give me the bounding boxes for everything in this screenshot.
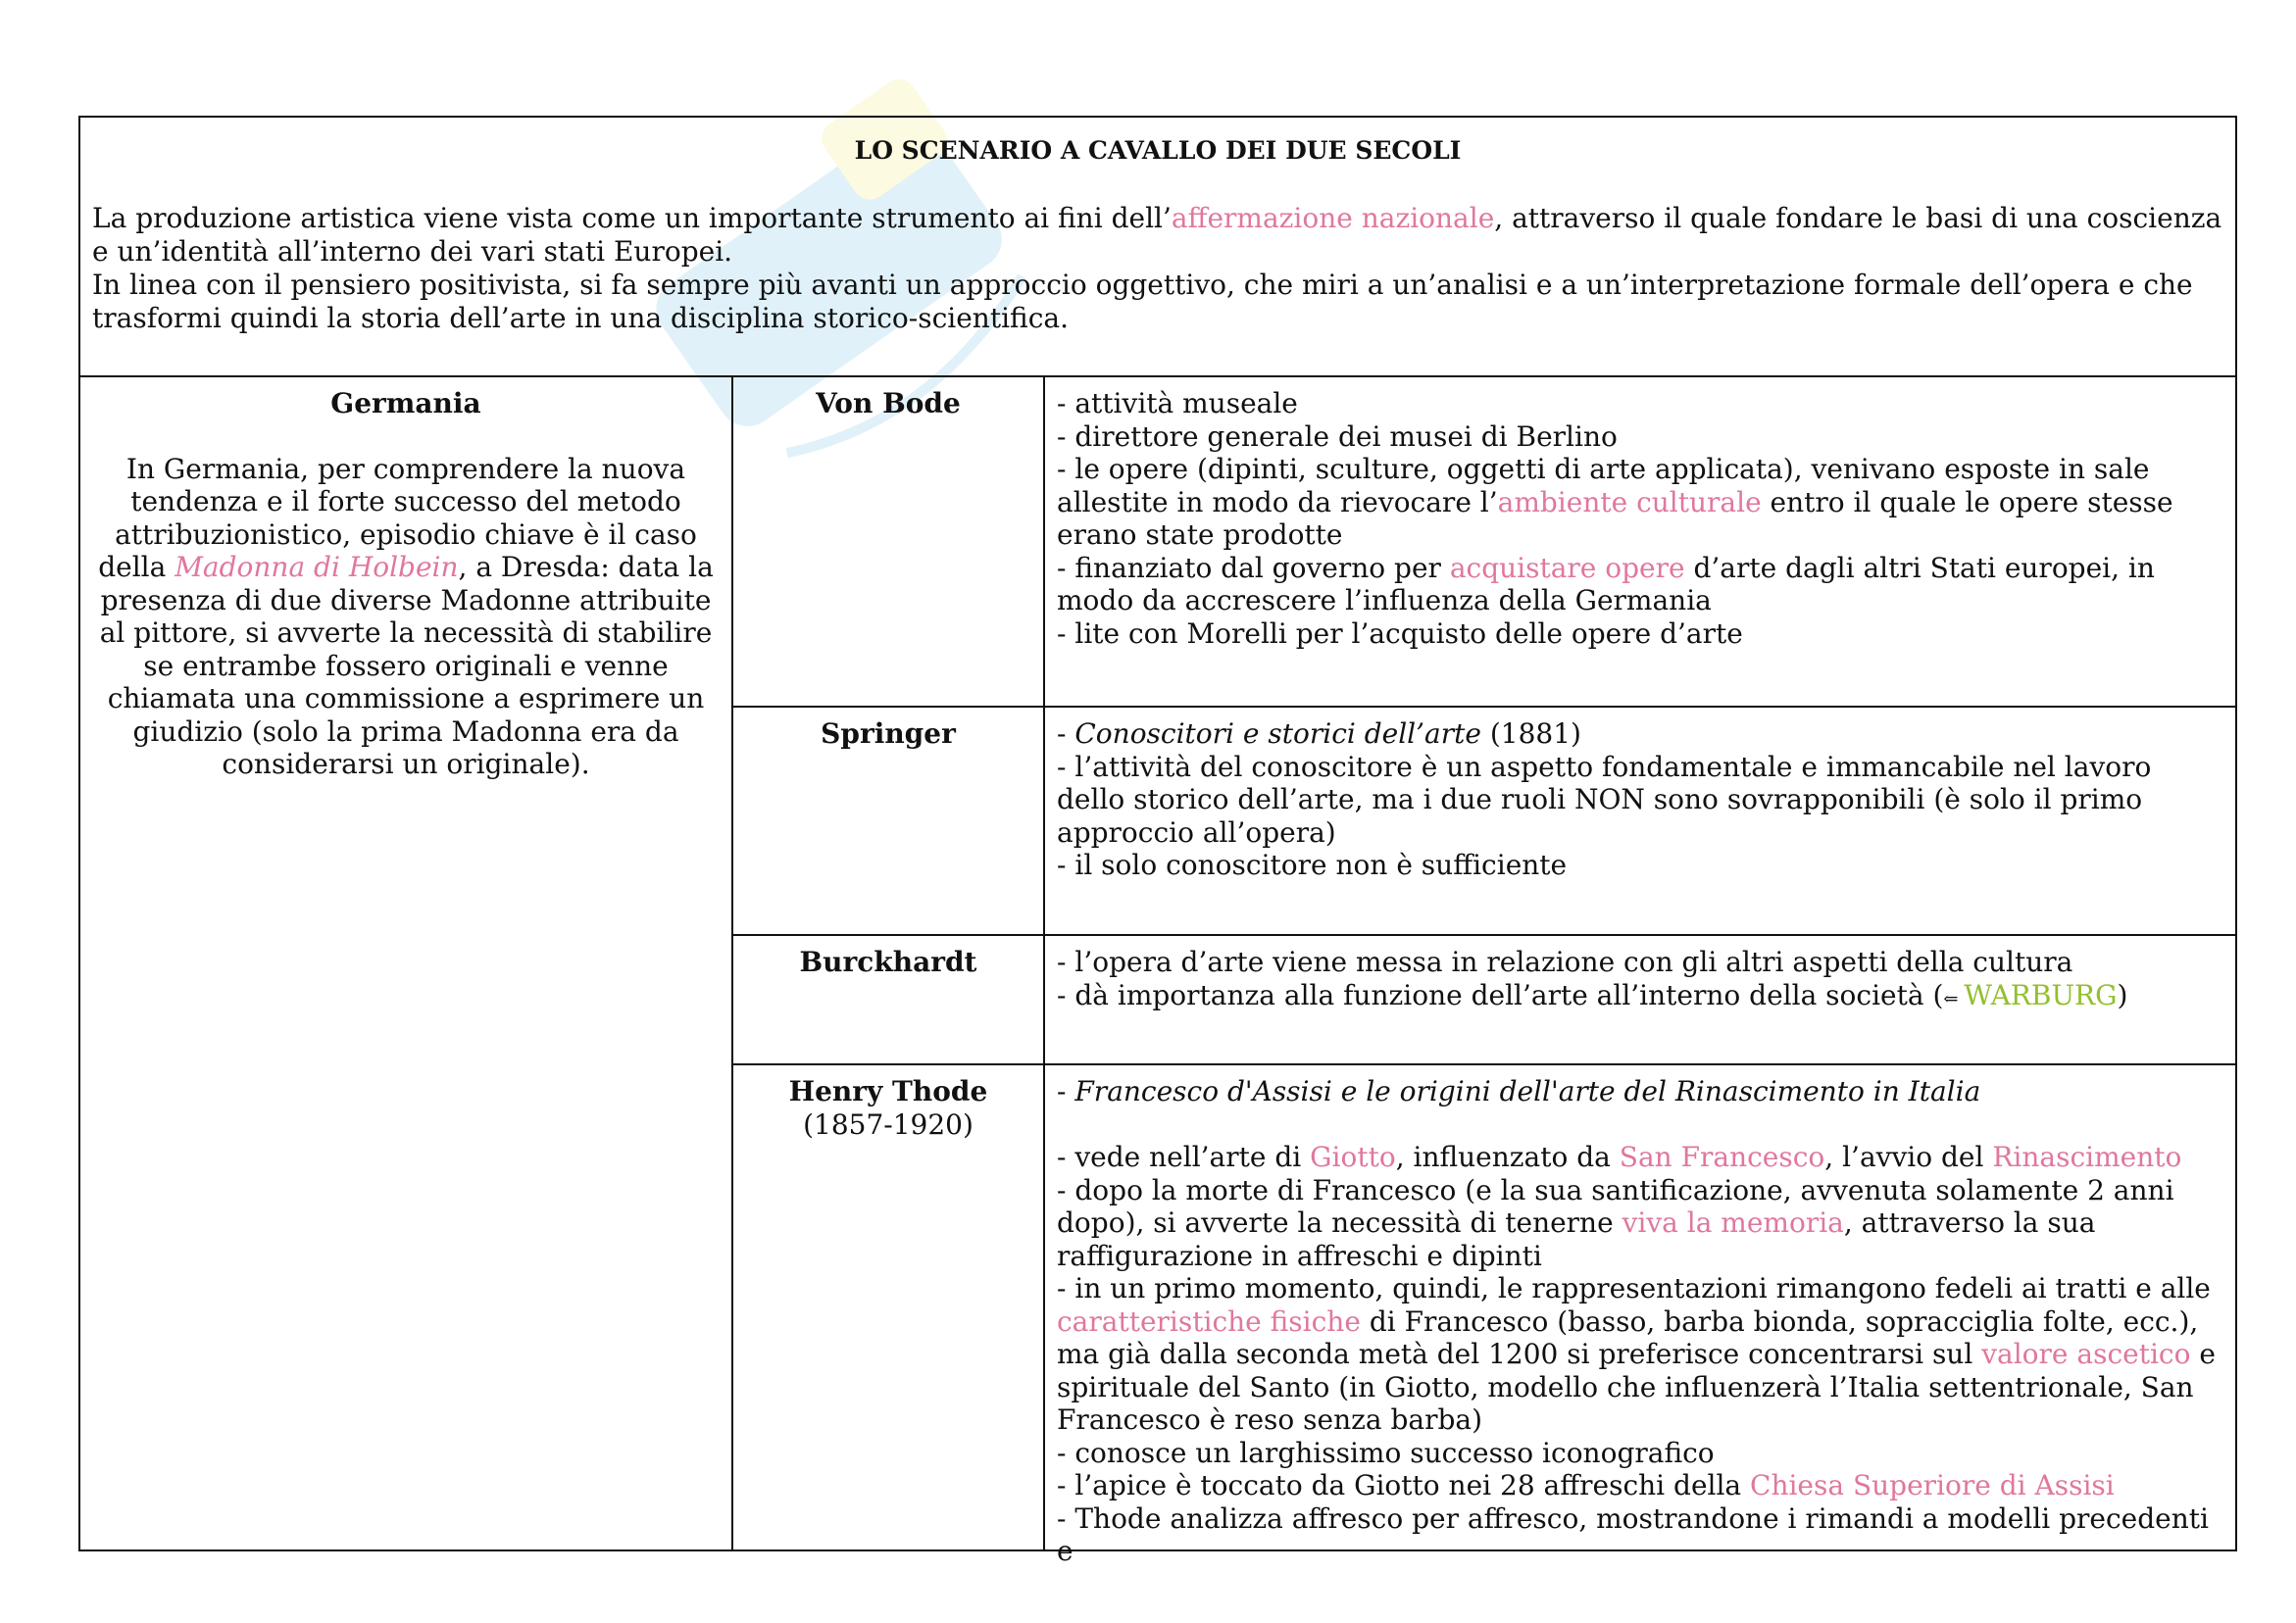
highlight-text: valore ascetico xyxy=(1981,1338,2191,1370)
germania-heading: Germania xyxy=(330,387,481,419)
highlight-text: San Francesco xyxy=(1619,1141,1825,1173)
note-line: - lite con Morelli per l’acquisto delle opere d’arte xyxy=(1057,616,1743,650)
highlight-text: Rinascimento xyxy=(1992,1141,2182,1173)
author-dates: (1857-1920) xyxy=(803,1107,973,1141)
row-burckhardt xyxy=(733,936,2235,1065)
note-line xyxy=(1057,1075,2223,1108)
note-text: - le opere (dipinti, sculture, oggetti di arte applicata), venivano esposte in sale allestite in modo da rievocare l’ xyxy=(1057,453,2150,518)
authors-column xyxy=(733,377,2235,1567)
intro-text: , attraverso il quale fondare le basi di una coscienza e un’identità all’interno dei vari stati Europei. xyxy=(92,202,2222,268)
note-text: , influenzato da xyxy=(1395,1141,1620,1173)
book-title: Francesco d'Assisi e le origini dell'arte del Rinascimento in Italia xyxy=(1074,1075,1981,1107)
author-notes xyxy=(1045,936,2235,1063)
row-springer xyxy=(733,708,2235,936)
note-line: - l’opera d’arte viene messa in relazione con gli altri aspetti della cultura xyxy=(1057,946,2073,978)
row-von-bode xyxy=(733,377,2235,708)
germania-text-part: , a Dresda: data la presenza di due diverse Madonne attribuite al pittore, si avverte la necessità di stabilire se entrambe fossero originali e venne chiamata una commissione a esprimere un giudizio (solo la prima Madonna era da considerarsi un originale). xyxy=(99,551,714,780)
note-line xyxy=(1057,552,2223,617)
highlight-text: Madonna di Holbein xyxy=(175,551,459,583)
note-line: - attività museale xyxy=(1057,387,1298,419)
note-text: , attraverso la sua raffigurazione in affreschi e dipinti xyxy=(1057,1206,2096,1272)
content-table xyxy=(78,116,2237,1567)
author-notes xyxy=(1045,1065,2235,1567)
author-notes xyxy=(1045,708,2235,934)
intro-text: La produzione artistica viene vista come un importante strumento ai fini dell’ xyxy=(92,202,1172,234)
highlight-text: Giotto xyxy=(1310,1141,1396,1173)
note-line xyxy=(1057,1141,2223,1174)
author-name: Von Bode xyxy=(816,387,961,419)
note-text: ) xyxy=(2117,978,2128,1011)
highlight-text: caratteristiche fisiche xyxy=(1057,1304,1361,1338)
note-line xyxy=(1057,717,2223,751)
highlight-text: ambiente culturale xyxy=(1497,485,1762,518)
author-name-cell xyxy=(733,377,1045,706)
note-line: - il solo conoscitore non è sufficiente xyxy=(1057,849,1568,881)
spacer xyxy=(1057,1108,2223,1142)
author-name: Henry Thode xyxy=(788,1075,988,1107)
note-text: , l’avvio del xyxy=(1824,1141,1993,1173)
note-line: - conosce un larghissimo successo iconografico xyxy=(1057,1436,1715,1469)
author-name-cell xyxy=(733,936,1045,1063)
intro-section xyxy=(80,118,2235,377)
note-text: d’arte dagli altri Stati europei, in modo da accrescere l’influenza della Germania xyxy=(1057,551,2155,616)
note-line xyxy=(1057,979,2223,1016)
highlight-text: viva la memoria xyxy=(1622,1206,1844,1239)
author-name: Springer xyxy=(821,717,956,750)
highlight-text: acquistare opere xyxy=(1449,551,1685,584)
germania-cell xyxy=(80,377,733,1549)
note-text: di Francesco (basso, barba bionda, sopracciglia folte, ecc.), ma già dalla seconda metà del 1200 si preferisce concentrarsi sul xyxy=(1057,1304,2199,1370)
germania-text-part: In Germania, per comprendere la nuova tendenza e il forte successo del metodo attribuzionistico, episodio chiave è il caso della xyxy=(98,452,697,583)
germania-text xyxy=(98,453,714,781)
highlight-text: Chiesa Superiore di Assisi xyxy=(1750,1469,2115,1501)
note-line xyxy=(1057,1469,2223,1502)
note-line xyxy=(1057,453,2223,552)
note-text: - xyxy=(1057,1075,1075,1107)
note-text: - xyxy=(1057,717,1075,750)
note-text: - l’apice è toccato da Giotto nei 28 affreschi della xyxy=(1057,1469,1751,1501)
book-title: Conoscitori e storici dell’arte xyxy=(1074,717,1481,750)
note-text: - dopo la morte di Francesco (e la sua santificazione, avvenuta solamente 2 anni dopo), si avverte la necessità di tenerne xyxy=(1057,1173,2174,1239)
note-text: - vede nell’arte di xyxy=(1057,1141,1311,1173)
intro-paragraph-1 xyxy=(92,202,2223,269)
note-line xyxy=(1057,1174,2223,1273)
arrow-left-icon: ⇐ xyxy=(1943,988,1965,1009)
note-text: entro il quale le opere stesse erano state prodotte xyxy=(1057,485,2173,551)
intro-paragraph-2: In linea con il pensiero positivista, si fa sempre più avanti un approccio oggettivo, che miri a un’analisi e a un’interpretazione formale dell’opera e che trasformi quindi la storia dell’arte in una disciplina storico-scientifica. xyxy=(92,269,2193,334)
note-text: (1881) xyxy=(1480,717,1581,750)
highlight-text: affermazione nazionale xyxy=(1171,202,1495,234)
note-text: - in un primo momento, quindi, le rappresentazioni rimangono fedeli ai tratti e alle xyxy=(1057,1272,2211,1304)
highlight-text: WARBURG xyxy=(1964,978,2118,1011)
row-henry-thode xyxy=(733,1065,2235,1567)
note-line: - Thode analizza affresco per affresco, mostrandone i rimandi a modelli precedenti e xyxy=(1057,1501,2209,1567)
page-title: LO SCENARIO A CAVALLO DEI DUE SECOLI xyxy=(854,136,1462,165)
author-name: Burckhardt xyxy=(799,946,977,978)
note-line xyxy=(1057,1272,2223,1437)
note-text: - finanziato dal governo per xyxy=(1057,551,1450,584)
author-notes xyxy=(1045,377,2235,706)
author-name-cell xyxy=(733,708,1045,934)
note-text: e spirituale del Santo (in Giotto, modello che influenzerà l’Italia settentrionale, San Francesco è reso senza barba) xyxy=(1057,1338,2216,1436)
author-name-cell xyxy=(733,1065,1045,1549)
note-line: - l’attività del conoscitore è un aspetto fondamentale e immancabile nel lavoro dello storico dell’arte, ma i due ruoli NON sono sovrapponibili (è solo il primo approccio all’opera) xyxy=(1057,750,2152,849)
note-text: - dà importanza alla funzione dell’arte all’interno della società ( xyxy=(1057,978,1944,1011)
note-line: - direttore generale dei musei di Berlino xyxy=(1057,419,1618,453)
